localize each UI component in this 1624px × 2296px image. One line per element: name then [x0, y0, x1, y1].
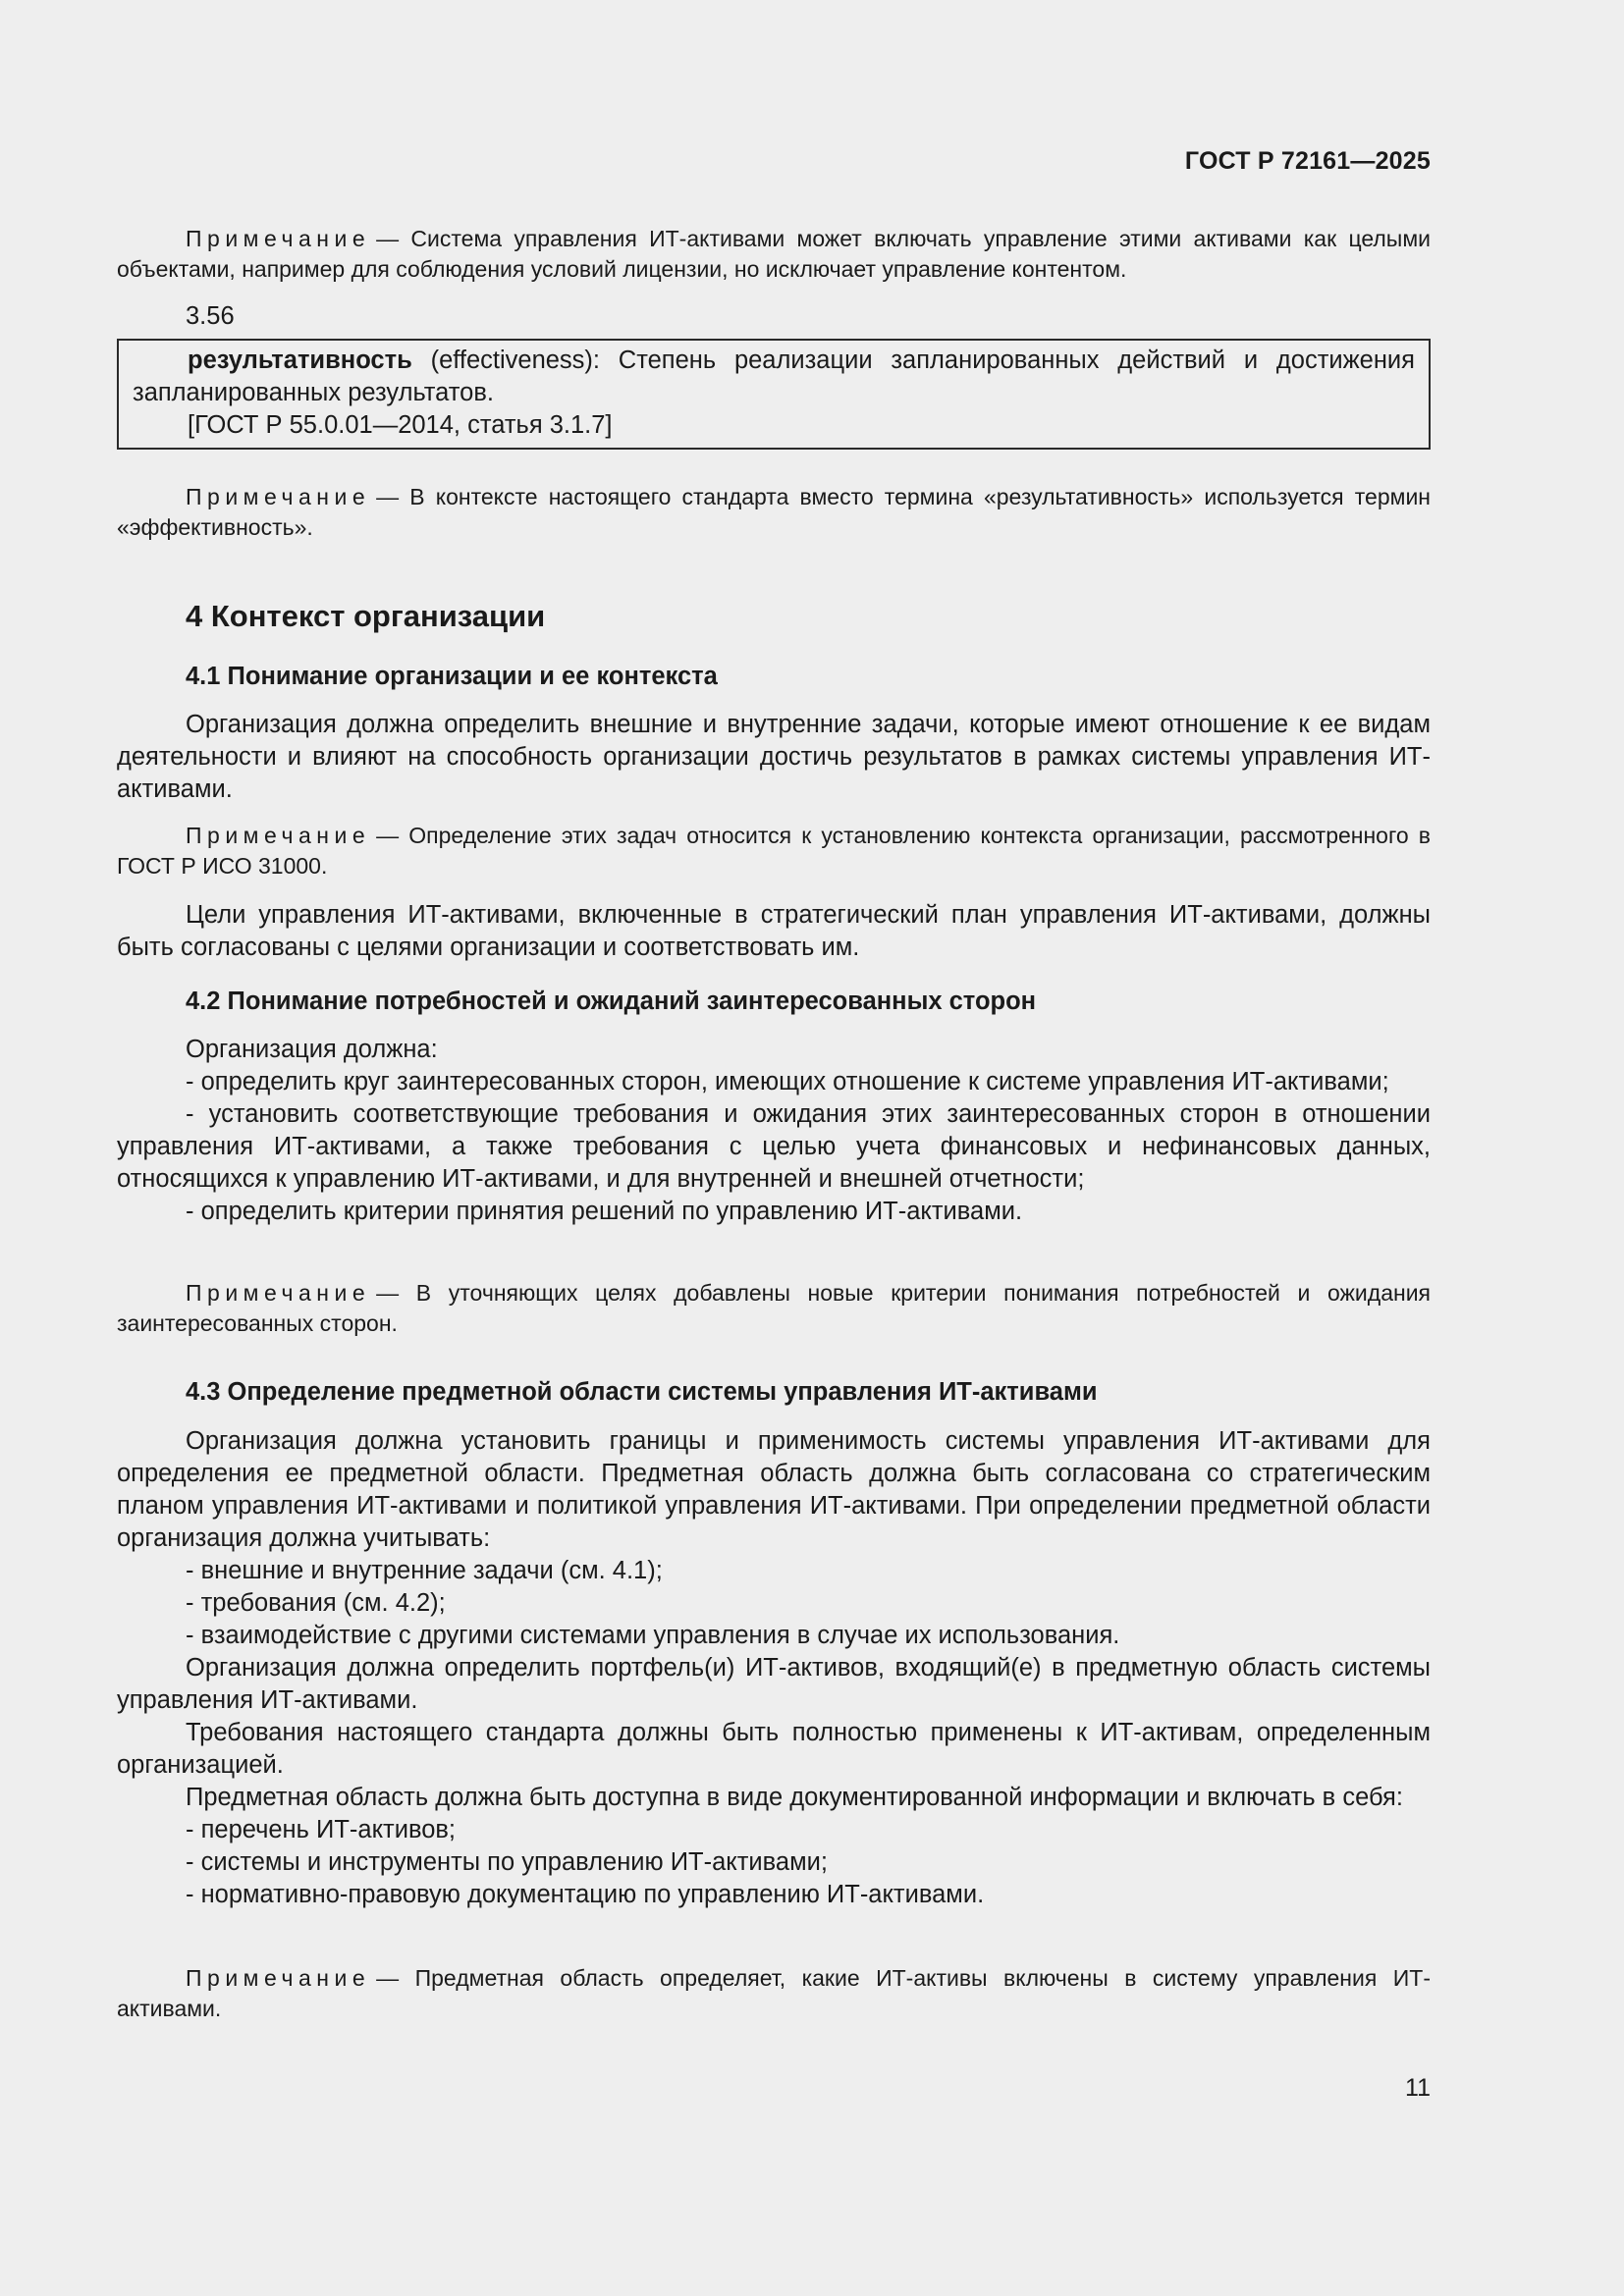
note-text: — Система управления ИТ-активами может включать управление этими активами как целыми объектами, например для соблюдения условий лицензии, но исключает управление контентом.: [117, 226, 1431, 282]
subsection-heading: 4.3 Определение предметной области системы управления ИТ-активами: [186, 1378, 1098, 1406]
note-block: [117, 821, 1431, 881]
term-box: [117, 339, 1431, 450]
paragraph: Организация должна установить границы и применимость системы управления ИТ-активами для определения ее предметной области. Предметная область должна быть согласована со стратегическим планом управления ИТ-активами и политикой управления ИТ-активами. При определении предметной области организация должна учитывать:: [117, 1427, 1431, 1552]
note-label: Примечание: [186, 226, 371, 251]
page-number: 11: [1405, 2074, 1431, 2102]
paragraph: Цели управления ИТ-активами, включенные в стратегический план управления ИТ-активами, должны быть согласованы с целями организации и соответствовать им.: [117, 901, 1431, 961]
paragraph: Требования настоящего стандарта должны быть полностью применены к ИТ-активам, определенным организацией.: [117, 1719, 1431, 1779]
note-block: [117, 482, 1431, 543]
list-item: - определить круг заинтересованных сторон, имеющих отношение к системе управления ИТ-активами;: [186, 1068, 1389, 1095]
section-heading: 4 Контекст организации: [186, 599, 546, 633]
paragraph: Организация должна определить внешние и внутренние задачи, которые имеют отношение к ее видам деятельности и влияют на способность организации достичь результатов в рамках системы управления ИТ-активами.: [117, 711, 1431, 803]
term-definition: (effectiveness): Степень реализации запланированных действий и достижения запланированных результатов.: [133, 347, 1415, 406]
note-text: — В уточняющих целях добавлены новые критерии понимания потребностей и ожидания заинтересованных сторон.: [117, 1280, 1431, 1336]
note-label: Примечание: [186, 823, 371, 848]
note-text: — Определение этих задач относится к установлению контекста организации, рассмотренного в ГОСТ Р ИСО 31000.: [117, 823, 1431, 879]
list-item: - требования (см. 4.2);: [186, 1589, 446, 1617]
note-label: Примечание: [186, 1965, 371, 1991]
note-block: [117, 1278, 1431, 1339]
list-item: - перечень ИТ-активов;: [186, 1816, 457, 1843]
paragraph: Организация должна определить портфель(и) ИТ-активов, входящий(е) в предметную область системы управления ИТ-активами.: [117, 1654, 1431, 1714]
list-item: - взаимодействие с другими системами управления в случае их использования.: [186, 1622, 1120, 1649]
list-block: [117, 1034, 1431, 1228]
note-label: Примечание: [186, 484, 371, 509]
note-block: [117, 224, 1431, 285]
document-header: ГОСТ Р 72161—2025: [1184, 147, 1431, 175]
subsection-heading: 4.1 Понимание организации и ее контекста: [186, 663, 718, 690]
section-body: [117, 1425, 1431, 1911]
list-item: - внешние и внутренние задачи (см. 4.1);: [186, 1557, 663, 1584]
note-text: — В контексте настоящего стандарта вместо термина «результативность» используется термин «эффективность».: [117, 484, 1431, 540]
list-item: - нормативно-правовую документацию по управлению ИТ-активами.: [186, 1881, 985, 1908]
term-entry: [117, 302, 1431, 331]
list-item: - установить соответствующие требования и ожидания этих заинтересованных сторон в отношении управления ИТ-активами, а также требования с целью учета финансовых и нефинансовых данных, относящихся к управлению ИТ-активами, и для внутренней и внешней отчетности;: [117, 1100, 1431, 1193]
subsection-heading: 4.2 Понимание потребностей и ожиданий заинтересованных сторон: [186, 988, 1037, 1015]
list-item: - определить критерии принятия решений по управлению ИТ-активами.: [186, 1198, 1023, 1225]
note-text: — Предметная область определяет, какие ИТ-активы включены в систему управления ИТ-активами.: [117, 1965, 1431, 2021]
note-block: [117, 1963, 1431, 2024]
note-label: Примечание: [186, 1280, 371, 1306]
list-item: - системы и инструменты по управлению ИТ-активами;: [186, 1848, 828, 1876]
term-number: 3.56: [186, 302, 235, 330]
paragraph: Предметная область должна быть доступна в виде документированной информации и включать в себя:: [186, 1784, 1403, 1811]
term-source: [ГОСТ Р 55.0.01—2014, статья 3.1.7]: [188, 411, 613, 439]
term-name: результативность: [188, 347, 412, 374]
list-intro: Организация должна:: [186, 1036, 438, 1063]
